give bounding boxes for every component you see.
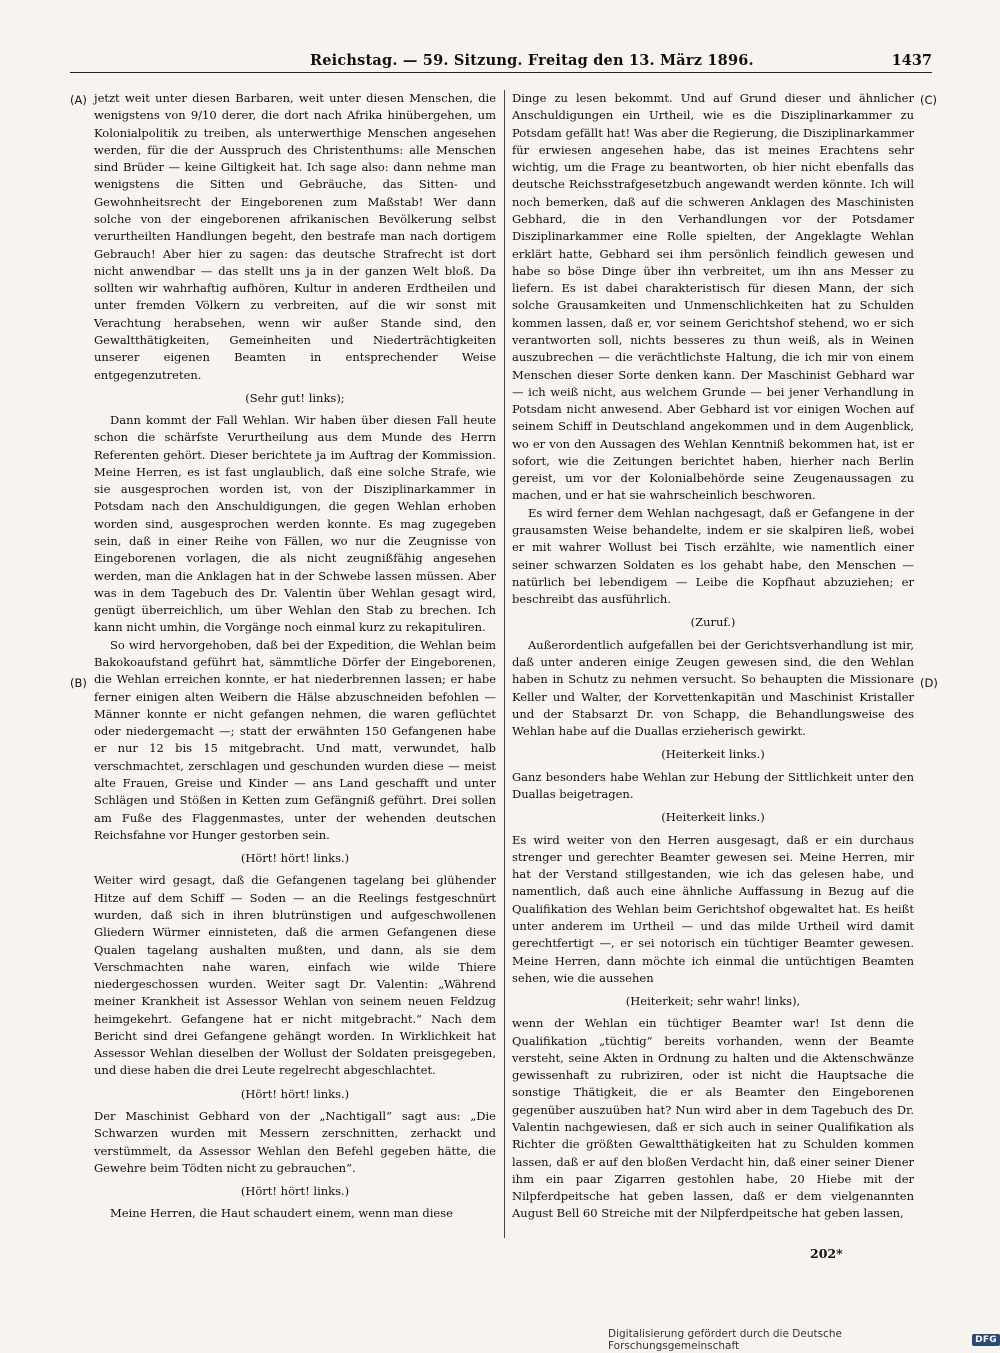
running-header xyxy=(70,46,932,73)
paragraph: wenn der Wehlan ein tüchtiger Beamter war! Ist denn die Qualifikation „tüchtig“ bereits vorhanden, wenn der Beamte versteht, seine Akten in Ordnung zu halten und die Aktenschwänze gewissenhaft zu rubriziren, oder ist nicht die Hauptsache die sonstige Thätigkeit, die er als Beamter den Eingeborenen gegenüber auszuüben hat? Nun wird aber in dem Tagebuch des Dr. Valentin nachgewiesen, daß er sich auch in seiner Qualifikation als Richter die größten Gewaltthätigkeiten hat zu Schulden kommen lassen, daß er auf den bloßen Verdacht hin, daß einer seiner Diener ihm ein paar Zigarren gestohlen habe, 20 Hiebe mit der Nilpferdpeitsche hat geben lassen, daß er dem vielgenannten August Bell 60 Streiche mit der Nilpferdpeitsche hat geben lassen, xyxy=(512,1016,914,1221)
paragraph: Weiter wird gesagt, daß die Gefangenen tagelang bei glühender Hitze auf dem Schiff — Soden — an die Reelings festgeschnürt wurden, daß sich in ihren blutrünstigen und aufgeschwollenen Gliedern Würmer einnisteten, daß die armen Gefangenen diese Qualen tagelang aushalten mußten, und dann, als sie dem Verschmachten nahe waren, einfach wie wilde Thiere niedergeschossen wurden. Weiter sagt Dr. Valentin: „Während meiner Krankheit ist Assessor Wehlan von seinem neuen Feldzug heimgekehrt. Gefangene hat er nicht mitgebracht.“ Nach dem Bericht sind drei Gefangene gehängt worden. In Wirklichkeit hat Assessor Wehlan dieselben der Wollust der Soldaten preisgegeben, und diese haben die drei Leute regelrecht abgeschlachtet. xyxy=(94,873,496,1078)
column-divider xyxy=(504,90,505,1238)
running-title: Reichstag. — 59. Sitzung. Freitag den 13. März 1896. xyxy=(310,52,754,69)
margin-marker-b: (B) xyxy=(70,676,87,690)
paragraph: Außerordentlich aufgefallen bei der Gerichtsverhandlung ist mir, daß unter anderen einige Zeugen gewesen sind, die den Wehlan haben in Schutz zu nehmen versucht. So behaupten die Missionare Keller und Walter, der Korvettenkapitän und Maschinist Kristaller und der Stabsarzt Dr. von Schapp, die Behandlungsweise des Wehlan habe auf die Duallas erzieherisch gewirkt. xyxy=(512,637,914,739)
interjection: (Hört! hört! links.) xyxy=(240,1086,350,1101)
left-column xyxy=(94,90,496,1223)
interjection: (Heiterkeit; sehr wahr! links), xyxy=(625,994,801,1009)
interjection: (Hört! hört! links.) xyxy=(240,851,350,866)
paragraph: Dinge zu lesen bekommt. Und auf Grund dieser und ähnlicher Anschuldigungen ein Urtheil, wie es die Disziplinarkammer zu Potsdam gefällt hat! Was aber die Regierung, die Disziplinarkammer für erwiesen angesehen habe, das ist meines Erachtens sehr wichtig, um die Frage zu beantworten, ob hier nicht ebenfalls das deutsche Reichsstrafgesetzbuch angewandt werden könnte. Ich will noch bemerken, daß auf die schweren Anklagen des Maschinisten Gebhard, die in den Verhandlungen vor der Potsdamer Disziplinarkammer eine Rolle spielten, der Angeklagte Wehlan erklärt hatte, Gebhard sei ihm persönlich feindlich gewesen und habe so böse Dinge über ihn verbreitet, um ihn ans Messer zu liefern. Es ist dabei charakteristisch für diesen Mann, der sich solche Grausamkeiten und Unmenschlichkeiten hat zu Schulden kommen lassen, daß er, vor seinem Gerichtshof stehend, wo er sich verantworten soll, nichts besseres zu thun weiß, als in Weinen auszubrechen — die verächtlichste Haltung, die ich mir von einem Menschen dieser Sorte denken kann. Der Maschinist Gebhard war — ich weiß nicht, aus welchem Grunde — bei jener Verhandlung in Potsdam nicht anwesend. Aber Gebhard ist vor einigen Wochen auf seinem Schiff in Deutschland angekommen und in dem Augenblick, wo er von den Aussagen des Wehlan Kenntniß bekommen hat, ist er sofort, wie die Zeitungen berichtet haben, hierher nach Berlin gereist, um vor der Kolonialbehörde seine Zeugenaussagen zu machen, und er hat sie wahrscheinlich beschworen. xyxy=(512,91,914,503)
interjection: (Zuruf.) xyxy=(690,615,736,630)
interjection: (Sehr gut! links); xyxy=(245,390,345,405)
paragraph: So wird hervorgehoben, daß bei der Expedition, die Wehlan beim Bakokoaufstand geführt hat, sämmtliche Dörfer der Eingeborenen, die Wehlan erreichen konnte, er hat niederbrennen lassen; er habe ferner einigen alten Weibern die Hälse abzuschneiden befohlen — Männer konnte er nicht gefangen nehmen, die waren geflüchtet oder niedergemacht —; statt der erwähnten 150 Gefangenen habe er nur 12 bis 15 mitgebracht. Und matt, verwundet, halb verschmachtet, zerschlagen und geschunden wurden diese — meist alte Frauen, Greise und Kinder — ans Land geschafft und unter Schlägen und Stößen in Ketten zum Gefängniß geführt. Drei sollen am Fuße des Flaggenmastes, unter der wehenden deutschen Reichsfahne vor Hunger gestorben sein. xyxy=(94,637,496,842)
paragraph: jetzt weit unter diesen Barbaren, weit unter diesen Menschen, die wenigstens von 9/10 derer, die dort nach Afrika hinübergehen, um Kolonialpolitik zu treiben, als unterwerthige Menschen angesehen werden, für die der Ausspruch des Christenthums: alle Menschen sind Brüder — keine Giltigkeit hat. Ich sage also: dann nehme man wenigstens die Sitten und Gebräuche, das Sitten- und Gewohnheitsrecht der Eingeborenen zum Maßstab! Wer dann solche von der eingeborenen afrikanischen Bevölkerung selbst verurtheilten Handlungen begeht, den bestrafe man nach dortigem Gebrauch! Aber hier zu sagen: das deutsche Strafrecht ist dort nicht anwendbar — das stellt uns ja in der ganzen Welt bloß. Da sollten wir wahrhaftig aufhören, Kultur in anderen Erdtheilen und unter fremden Völkern zu verbreiten, auf die wir sonst mit Verachtung herabsehen, wenn wir außer Stande sind, den Gewaltthätigkeiten, Gemeinheiten und Niederträchtigkeiten unserer eigenen Beamten in entsprechender Weise entgegenzutreten. xyxy=(94,91,496,382)
paragraph: Der Maschinist Gebhard von der „Nachtigall“ sagt aus: „Die Schwarzen wurden mit Messern zerschnitten, zerhackt und verstümmelt, da Assessor Wehlan den Befehl gegeben hätte, die Gewehre beim Tödten nicht zu gebrauchen“. xyxy=(94,1109,496,1175)
footer xyxy=(608,1328,1000,1352)
margin-marker-c: (C) xyxy=(920,93,938,107)
interjection: (Hört! hört! links.) xyxy=(240,1184,350,1199)
page-number: 1437 xyxy=(891,52,932,69)
paragraph: Dann kommt der Fall Wehlan. Wir haben über diesen Fall heute schon die schärfste Verurtheilung aus dem Munde des Herrn Referenten gehört. Dieser berichtete ja im Auftrag der Kommission. Meine Herren, es ist fast unglaublich, daß eine solche Strafe, wie sie ausgesprochen worden ist, von der Disziplinarkammer in Potsdam nach den Anschuldigungen, die gegen Wehlan erhoben worden sind, ausgesprochen werden konnte. Es mag zugegeben sein, daß in einer Reihe von Fällen, wo nur die Zeugnisse von Eingeborenen vorlagen, die als nicht zeugnißfähig angesehen werden, man die Anklagen hat in der Schwebe lassen müssen. Aber was in dem Tagebuch des Dr. Valentin über Wehlan gesagt wird, genügt überreichlich, um über Wehlan den Stab zu brechen. Ich kann nicht umhin, die Vorgänge noch einmal kurz zu rekapituliren. xyxy=(94,413,496,635)
paragraph: Ganz besonders habe Wehlan zur Hebung der Sittlichkeit unter den Duallas beigetragen. xyxy=(512,769,914,801)
paragraph: Es wird weiter von den Herren ausgesagt, daß er ein durchaus strenger und gerechter Beamter gewesen sei. Meine Herren, mir hat der Verstand stillgestanden, wie ich das gelesen habe, und namentlich, daß auch eine ähnliche Auffassung in Bezug auf die Qualifikation des Wehlan beim Gerichtshof obgewaltet hat. Es heißt unter anderem im Urtheil — und das milde Urtheil wird damit gerechtfertigt —, er sei notorisch ein tüchtiger Beamter gewesen. Meine Herren, dann möchte ich einmal die untüchtigen Beamten sehen, wie die aussehen xyxy=(512,832,914,985)
right-column xyxy=(512,90,914,1223)
dfg-logo-icon: DFG xyxy=(972,1334,1000,1346)
footer-text: Digitalisierung gefördert durch die Deutsche Forschungsgemeinschaft xyxy=(608,1328,842,1352)
interjection: (Heiterkeit links.) xyxy=(661,747,765,762)
margin-marker-d: (D) xyxy=(920,676,938,690)
interjection: (Heiterkeit links.) xyxy=(661,810,765,825)
paragraph: Es wird ferner dem Wehlan nachgesagt, daß er Gefangene in der grausamsten Weise behandelte, indem er sie skalpiren ließ, wobei er mit wahrer Wollust bei Tisch erzählte, wie namentlich einer seiner schwarzen Soldaten es los gehabt habe, den Menschen — natürlich bei lebendigem — Leibe die Kopfhaut abzuziehen; er beschreibt das ausführlich. xyxy=(512,505,914,607)
margin-marker-a: (A) xyxy=(70,93,87,107)
signature-mark: 202* xyxy=(810,1246,843,1261)
paragraph: Meine Herren, die Haut schaudert einem, wenn man diese xyxy=(110,1206,453,1221)
